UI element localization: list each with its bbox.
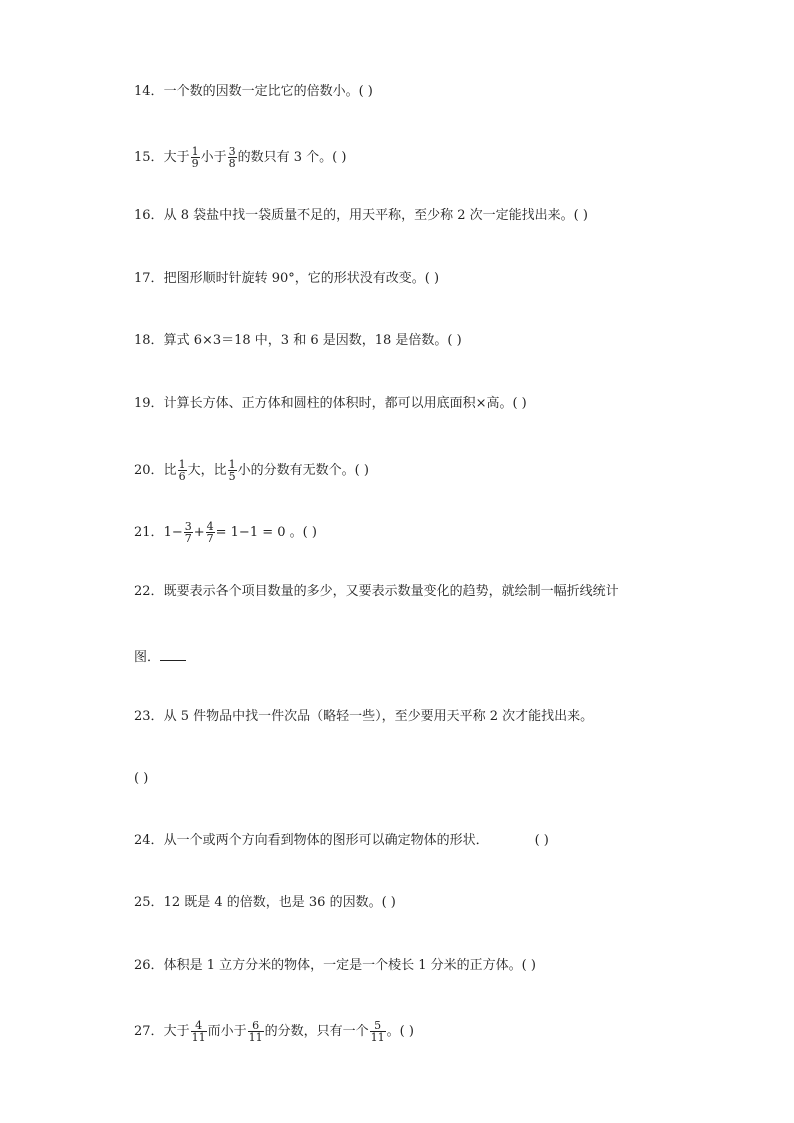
question-text: 的数只有 3 个。 <box>237 150 333 165</box>
question-text: 的分数，只有一个 <box>264 1024 369 1039</box>
question-14: 14．一个数的因数一定比它的倍数小。( ) <box>134 84 373 99</box>
answer-paren[interactable]: ( ) <box>332 150 347 165</box>
answer-paren[interactable]: ( ) <box>573 208 588 223</box>
question-text: 小于 <box>200 150 227 165</box>
numerator: 3 <box>228 145 236 158</box>
question-26: 26．体积是 1 立方分米的物体，一定是一个棱长 1 分米的正方体。( ) <box>134 958 536 973</box>
question-text: 体积是 1 立方分米的物体，一定是一个棱长 1 分米的正方体。 <box>163 958 522 973</box>
question-24: 24．从一个或两个方向看到物体的图形可以确定物体的形状． ( ) <box>134 833 549 848</box>
question-number: 18 <box>134 333 151 348</box>
answer-paren[interactable]: ( ) <box>354 463 369 478</box>
numerator: 1 <box>228 458 236 471</box>
question-number: 16 <box>134 208 151 223</box>
question-number: 25 <box>134 895 151 910</box>
question-text: 图． <box>134 650 161 665</box>
answer-paren[interactable]: ( ) <box>512 396 527 411</box>
denominator: 6 <box>178 470 186 483</box>
fraction <box>228 459 237 482</box>
denominator: 7 <box>184 532 192 545</box>
answer-paren[interactable]: ( ) <box>521 958 536 973</box>
question-text: + <box>193 525 205 540</box>
question-number: 23 <box>134 709 151 724</box>
denominator: 9 <box>191 157 199 170</box>
question-number: 20 <box>134 463 151 478</box>
denominator: 11 <box>370 1031 385 1044</box>
question-text: 12 既是 4 的倍数，也是 36 的因数。 <box>163 895 382 910</box>
question-25: 25．12 既是 4 的倍数，也是 36 的因数。( ) <box>134 895 396 910</box>
answer-paren[interactable]: ( ) <box>358 84 373 99</box>
question-text: 。 <box>386 1024 400 1039</box>
question-number: 26 <box>134 958 151 973</box>
denominator: 8 <box>228 157 236 170</box>
answer-blank[interactable] <box>160 648 186 661</box>
numerator: 6 <box>248 1020 264 1032</box>
question-text: 而小于 <box>207 1024 247 1039</box>
numerator: 1 <box>178 458 186 471</box>
question-number: 15 <box>134 150 151 165</box>
question-text: 既要表示各个项目数量的多少，又要表示数量变化的趋势，就绘制一幅折线统计 <box>163 584 619 599</box>
answer-paren[interactable]: ( ) <box>302 525 317 540</box>
question-22-line2 <box>134 648 186 666</box>
question-text: 算式 6×3＝18 中，3 和 6 是因数，18 是倍数。 <box>163 333 448 348</box>
question-text: 大于 <box>163 1024 190 1039</box>
question-17: 17．把图形顺时针旋转 90°，它的形状没有改变。( ) <box>134 271 440 286</box>
denominator: 11 <box>191 1031 206 1044</box>
question-text: = 1−1 = 0 。 <box>215 525 303 540</box>
question-number: 14 <box>134 84 151 99</box>
question-text: 大，比 <box>187 463 227 478</box>
question-23: 23．从 5 件物品中找一件次品（略轻一些），至少要用天平称 2 次才能找出来。 <box>134 709 594 724</box>
question-text: 从 8 袋盐中找一袋质量不足的，用天平称，至少称 2 次一定能找出来。 <box>163 208 574 223</box>
question-18: 18．算式 6×3＝18 中，3 和 6 是因数，18 是倍数。( ) <box>134 333 462 348</box>
numerator: 1 <box>191 145 199 158</box>
question-text: 把图形顺时针旋转 90°，它的形状没有改变。 <box>163 271 425 286</box>
question-20: 20．比 $\frac{1}{6}$ 大，比 $\frac{1}{5}$ 小的分数有无数个。( ) <box>134 458 369 483</box>
denominator: 11 <box>248 1031 263 1044</box>
fraction <box>228 146 237 169</box>
fraction <box>248 1020 264 1043</box>
question-text: 比 <box>163 463 177 478</box>
question-15: 15．大于 $\frac{1}{9}$ 小于 $\frac{3}{8}$ 的数只有 3 个。( ) <box>134 145 347 170</box>
question-text: 小的分数有无数个。 <box>237 463 355 478</box>
question-text: 从一个或两个方向看到物体的图形可以确定物体的形状． <box>163 833 489 848</box>
answer-paren[interactable]: ( ) <box>534 833 549 848</box>
question-23-line2 <box>134 771 148 787</box>
fraction <box>178 459 187 482</box>
question-number: 17 <box>134 271 151 286</box>
question-number: 27 <box>134 1024 151 1039</box>
question-16: 16．从 8 袋盐中找一袋质量不足的，用天平称，至少称 2 次一定能找出来。( ) <box>134 208 588 223</box>
answer-paren[interactable]: ( ) <box>399 1024 414 1039</box>
fraction <box>184 521 193 544</box>
numerator: 4 <box>191 1020 207 1032</box>
question-number: 19 <box>134 396 151 411</box>
question-text: 1− <box>163 525 183 540</box>
question-21: 21．1− $\frac{3}{7}$ + $\frac{4}{7}$ = 1−1 = 0 。( ) <box>134 520 317 545</box>
fraction <box>206 521 215 544</box>
answer-paren[interactable]: ( ) <box>424 271 440 286</box>
answer-paren[interactable]: ( ) <box>134 771 149 786</box>
numerator: 3 <box>184 520 192 533</box>
denominator: 7 <box>206 532 214 545</box>
question-text: 大于 <box>163 150 190 165</box>
numerator: 4 <box>206 520 214 533</box>
fraction <box>370 1020 386 1043</box>
question-number: 22 <box>134 584 151 599</box>
denominator: 5 <box>228 470 236 483</box>
answer-paren[interactable]: ( ) <box>381 895 396 910</box>
question-text: 计算长方体、正方体和圆柱的体积时，都可以用底面积×高。 <box>163 396 513 411</box>
question-number: 24 <box>134 833 151 848</box>
answer-paren[interactable]: ( ) <box>447 333 462 348</box>
question-text: 从 5 件物品中找一件次品（略轻一些），至少要用天平称 2 次才能找出来。 <box>163 709 594 724</box>
fraction <box>191 1020 207 1043</box>
fraction <box>191 146 200 169</box>
question-22: 22．既要表示各个项目数量的多少，又要表示数量变化的趋势，就绘制一幅折线统计 <box>134 584 619 599</box>
numerator: 5 <box>370 1020 386 1032</box>
question-27: 27．大于 $\frac{4}{11}$ 而小于 $\frac{6}{11}$ 的分数，只有一个 $\frac{5}{11}$ 。( ) <box>134 1019 414 1044</box>
question-text: 一个数的因数一定比它的倍数小。 <box>163 84 359 99</box>
question-number: 21 <box>134 525 151 540</box>
question-19: 19．计算长方体、正方体和圆柱的体积时，都可以用底面积×高。( ) <box>134 396 527 411</box>
